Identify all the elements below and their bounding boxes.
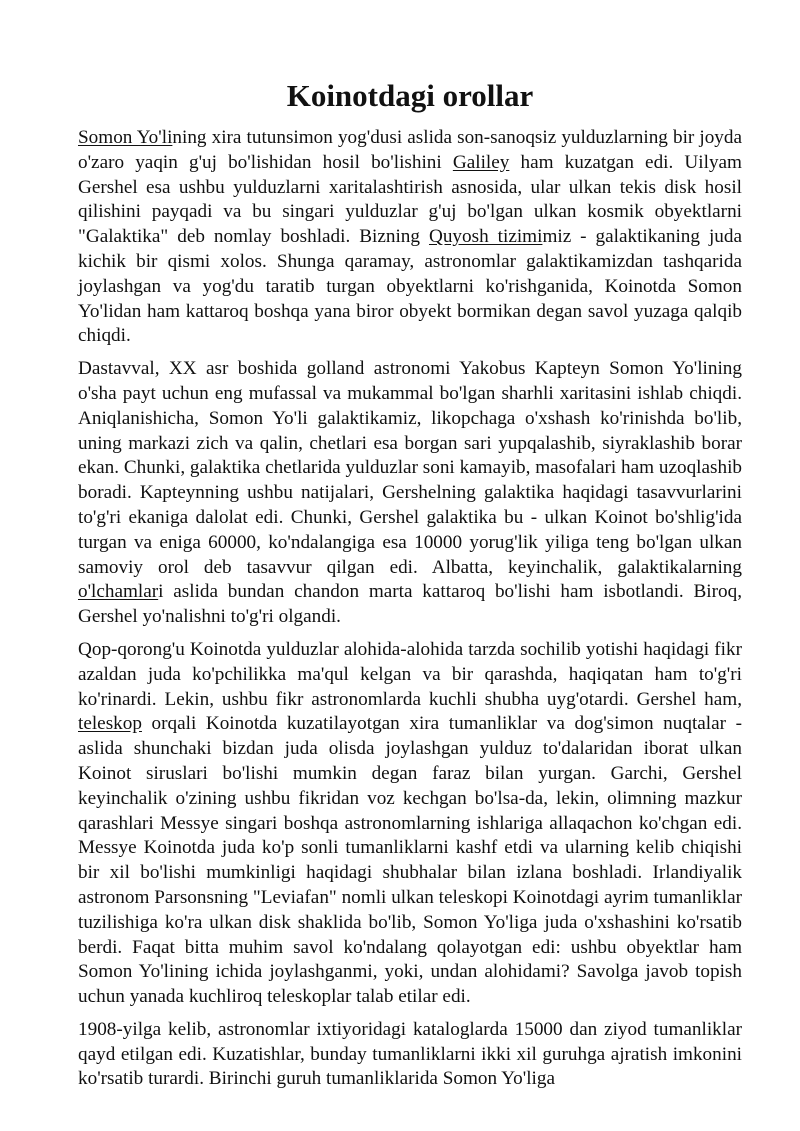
paragraph-text: orqali Koinotda kuzatilayotgan xira tumanliklar va dog'simon nuqtalar - aslida shunchaki bizdan juda olisda joylashgan yulduz to'dalaridan iborat ulkan Koinot siruslari bo'lishi mumkin degan faraz bilan yurgan. Garchi, Gershel keyinchalik o'zining ushbu fikridan voz kechgan bo'lsa-da, lekin, olimning mazkur qarashlari Messye singari boshqa astronomlarning ishlariga allaqachon ko'chgan edi. Messye Koinotda juda ko'p sonli tumanliklarni kashf etdi va ularning kelib chiqishi bir xil bo'lishi mumkinligi haqidagi shubhalar bilan izlana boshladi. Irlandiyalik astronom Parsonsning "Leviafan" nomli ulkan teleskopi Koinotdagi ayrim tumanliklar tuzilishiga ko'ra ulkan disk shaklida bo'lib, Somon Yo'liga juda o'xshashini ko'rsatib berdi. Faqat bitta muhim savol ko'ndalang qolayotgan edi: ushbu obyektlar ham Somon Yo'lining ichida joylashganmi, yoki, undan alohidami? Savolga javob topish uchun yanada kuchliroq teleskoplar talab etilar edi. [78, 713, 742, 1008]
link-somon-yoli[interactable]: Somon Yo'li [78, 127, 173, 148]
page-title: Koinotdagi orollar [286, 78, 534, 113]
link-quyosh-tizimi[interactable]: Quyosh tizimi [428, 226, 543, 248]
paragraph-3 [78, 638, 742, 1010]
paragraph-text: miz - galaktikaning juda kichik bir qismi xolos. Shunga qaramay, astronomlar galaktikamizdan tashqarida joylashgan va yog'du taratib turgan obyektlarni ko'rishganida, Koinotda Somon Yo'lidan ham kattaroq boshqa yana biror obyekt bormikan degan savol yuzaga qalqib chiqdi. [78, 226, 743, 347]
paragraph-text: Dastavval, XX asr boshida golland astronomi Yakobus Kapteyn Somon Yo'lining o'sha payt uchun eng mufassal va mukammal bo'lgan sharhli xaritasini ishlab chiqdi. Aniqlanishicha, Somon Yo'li galaktikamiz, likopchaga o'xshash ko'rinishda bo'lib, uning markazi zich va qalin, chetlari esa borgan sari yupqalashib, siyraklashib borar ekan. Chunki, galaktika chetlarida yulduzlar soni kamayib, masofalari ham uzoqlashib boradi. Kapteynning ushbu natijalari, Gershelning galaktika haqidagi tasavvurlarini to'g'ri ekaniga dalolat edi. Chunki, Gershel galaktika bu - ulkan Koinot bo'shlig'ida turgan va eniga 60000, ko'ndalangiga esa 10000 yorug'lik yiliga teng bo'lgan ulkan samoviy orol deb tasavvur qilgan edi. Albatta, keyinchalik, galaktikalarning [78, 358, 742, 578]
paragraph-1 [78, 126, 742, 349]
paragraph-text: Qop-qorong'u Koinotda yulduzlar alohida-alohida tarzda sochilib yotishi haqidagi fikr azaldan juda ko'pchilikka ma'qul kelgan va bir qarashda, haqiqatan ham to'g'ri ko'rinardi. Lekin, ushbu fikr astronomlarda kuchli shubha uyg'otardi. Gershel ham, [78, 638, 742, 710]
link-olchamlar[interactable]: o'lchamlar [78, 581, 159, 603]
paragraph-text: ning xira tutunsimon yog'dusi aslida son-sanoqsiz yulduzlarning bir joyda o'zaro yaqin g'uj bo'lishidan hosil bo'lishini [78, 127, 742, 173]
paragraph-4 [78, 1018, 742, 1092]
paragraph-2 [78, 357, 742, 630]
paragraph-text: ham kuzatgan edi. Uilyam Gershel esa ushbu yulduzlarni xaritalashtirish asnosida, ular ulkan tekis disk hosil qilishini payqadi va bu singari yulduzlar g'uj bo'lgan ulkan kosmik obyektlarni "Galaktika" deb nomlay boshladi. Bizning [78, 151, 742, 248]
link-teleskop[interactable]: teleskop [78, 713, 142, 735]
link-galiley[interactable]: Galiley [452, 151, 510, 173]
paragraph-text: i aslida bundan chandon marta kattaroq bo'lishi ham isbotlandi. Biroq, Gershel yo'nalishni to'g'ri olgandi. [78, 581, 742, 628]
paragraph-text: 1908-yilga kelib, astronomlar ixtiyoridagi kataloglarda 15000 dan ziyod tumanliklar qayd etilgan edi. Kuzatishlar, bunday tumanliklarni ikki xil guruhga ajratish imkonini ko'rsatib turardi. Birinchi guruh tumanliklarida Somon Yo'liga [78, 1018, 742, 1090]
document-page [78, 74, 742, 1100]
